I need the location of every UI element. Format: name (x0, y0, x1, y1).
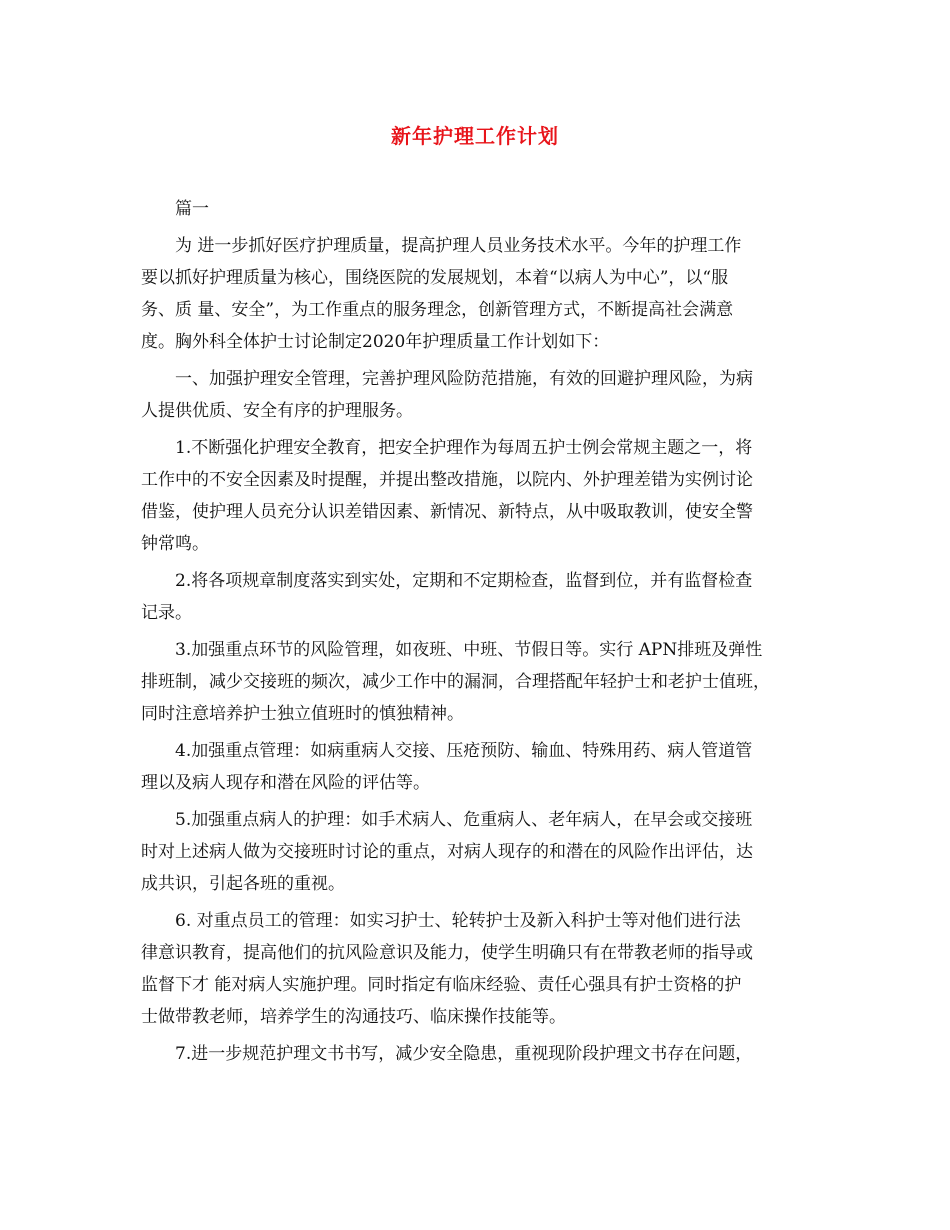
paragraph-item-3 (141, 634, 831, 730)
section-label-text: 篇一 (175, 199, 209, 219)
paragraph-line: 律意识教育，提高他们的抗风险意识及能力，使学生明确只有在带教老师的指导或 (141, 943, 753, 963)
paragraph-item-1 (141, 432, 831, 560)
paragraph-line: 要以抓好护理质量为核心，围绕医院的发展规划，本着“以病人为中心”，以“服 (141, 268, 729, 288)
paragraph-line: 工作中的不安全因素及时提醒，并提出整改措施，以院内、外护理差错为实例讨论 (141, 470, 753, 490)
paragraph-line: 排班制，减少交接班的频次，减少工作中的漏洞，合理搭配年轻护士和老护士值班， (141, 672, 770, 692)
paragraph-item-5 (141, 804, 831, 900)
paragraph-item-7 (141, 1038, 831, 1070)
paragraph-item-6 (141, 905, 831, 1033)
paragraph-intro (141, 230, 831, 358)
paragraph-line: 6. 对重点员工的管理：如实习护士、轮转护士及新入科护士等对他们进行法 (175, 911, 741, 931)
paragraph-line: 借鉴，使护理人员充分认识差错因素、新情况、新特点，从中吸取教训，使安全警 (141, 502, 753, 522)
paragraph-section-one (141, 363, 831, 427)
paragraph-line: 务、质 量、安全”，为工作重点的服务理念，创新管理方式，不断提高社会满意 (141, 300, 734, 320)
paragraph-line: 1.不断强化护理安全教育，把安全护理作为每周五护士例会常规主题之一，将 (175, 438, 753, 458)
paragraph-line: 记录。 (141, 603, 192, 623)
paragraph-line: 成共识，引起各班的重视。 (141, 874, 345, 894)
paragraph-line: 监督下才 能对病人实施护理。同时指定有临床经验、责任心强具有护士资格的护 (141, 975, 742, 995)
paragraph-item-2 (141, 565, 831, 629)
paragraph-line: 同时注意培养护士独立值班时的慎独精神。 (141, 704, 464, 724)
paragraph-line: 4.加强重点管理：如病重病人交接、压疮预防、输血、特殊用药、病人管道管 (175, 741, 753, 761)
paragraph-item-4 (141, 735, 831, 799)
paragraph-line: 5.加强重点病人的护理：如手术病人、危重病人、老年病人，在早会或交接班 (175, 810, 753, 830)
paragraph-line: 2.将各项规章制度落实到实处，定期和不定期检查，监督到位，并有监督检查 (175, 571, 753, 591)
paragraph-line: 理以及病人现存和潜在风险的评估等。 (141, 773, 430, 793)
section-label (141, 193, 831, 225)
paragraph-line: 钟常鸣。 (141, 534, 209, 554)
paragraph-line: 一、加强护理安全管理，完善护理风险防范措施，有效的回避护理风险，为病 (175, 369, 753, 389)
paragraph-line: 度。胸外科全体护士讨论制定2020年护理质量工作计划如下： (141, 332, 610, 352)
paragraph-line: 人提供优质、安全有序的护理服务。 (141, 401, 413, 421)
paragraph-line: 时对上述病人做为交接班时讨论的重点，对病人现存的和潜在的风险作出评估，达 (141, 842, 753, 862)
document-title: 新年护理工作计划 (391, 124, 559, 148)
paragraph-line: 7.进一步规范护理文书书写，减少安全隐患，重视现阶段护理文书存在问题， (175, 1044, 753, 1064)
paragraph-line: 为 进一步抓好医疗护理质量，提高护理人员业务技术水平。今年的护理工作 (175, 236, 742, 256)
document-body (141, 193, 831, 1075)
paragraph-line: 3.加强重点环节的风险管理，如夜班、中班、节假日等。实行 APN排班及弹性 (175, 640, 763, 660)
paragraph-line: 士做带教老师，培养学生的沟通技巧、临床操作技能等。 (141, 1007, 566, 1027)
